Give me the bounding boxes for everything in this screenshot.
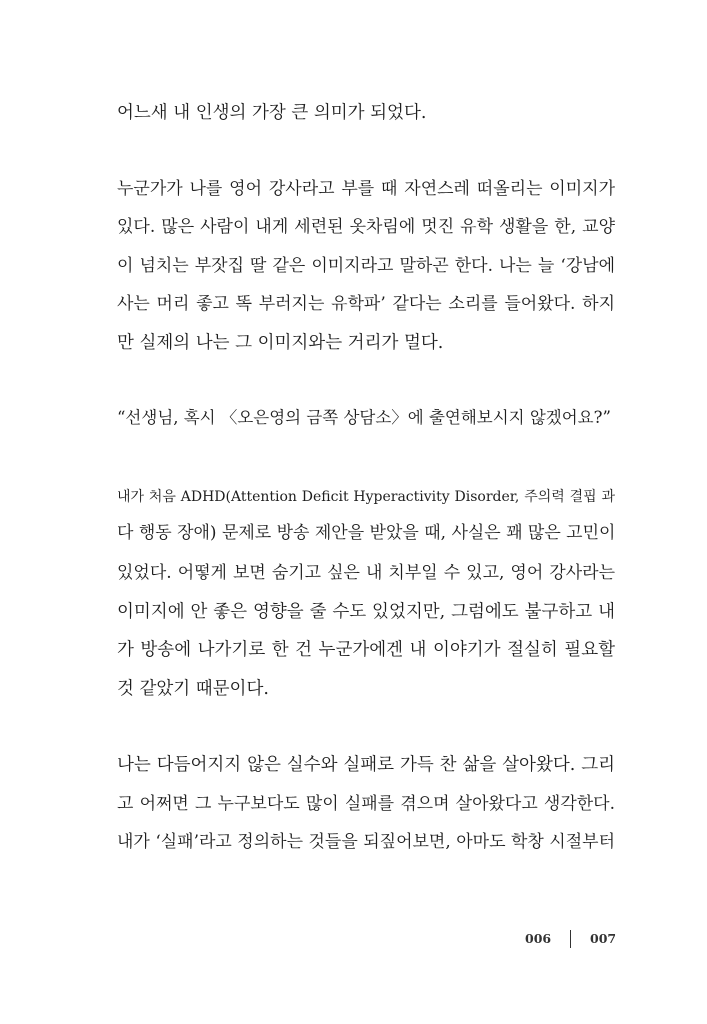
text-line: 있었다. 어떻게 보면 숨기고 싶은 내 치부일 수 있고, 영어 강사라는 [117, 563, 615, 583]
quote-line: “선생님, 혹시 〈오은영의 금쪽 상담소〉에 출연해보시지 않겠어요?” [117, 408, 611, 427]
text-line: 있다. 많은 사람이 내게 세련된 옷차림에 멋진 유학 생활을 한, 교양 [117, 217, 615, 237]
text-line: 나는 다듬어지지 않은 실수와 실패로 가득 찬 삶을 살아왔다. 그리 [117, 755, 615, 775]
text-line: 가 방송에 나가기로 한 건 누군가에겐 내 이야기가 절실히 필요할 [117, 640, 615, 660]
page-number-left: 006 [525, 931, 552, 946]
text-line: 만 실제의 나는 그 이미지와는 거리가 멀다. [117, 333, 444, 353]
text-line: 이미지에 안 좋은 영향을 줄 수도 있었지만, 그럼에도 불구하고 내 [117, 602, 615, 622]
text-line: 것 같았기 때문이다. [117, 679, 269, 699]
folio-divider [570, 930, 571, 948]
text-line: 어느새 내 인생의 가장 큰 의미가 되었다. [117, 103, 427, 123]
text-line: 내가 ‘실패’라고 정의하는 것들을 되짚어보면, 아마도 학창 시절부터 [117, 832, 615, 852]
text-line: 이 넘치는 부잣집 딸 같은 이미지라고 말하곤 한다. 나는 늘 ‘강남에 [117, 256, 615, 276]
page-number-right: 007 [590, 931, 617, 946]
text-line: 누군가가 나를 영어 강사라고 부를 때 자연스레 떠올리는 이미지가 [117, 179, 615, 199]
text-line: 내가 처음 ADHD(Attention Deficit Hyperactivity Disorder, 주의력 결핍 과 [117, 489, 615, 505]
text-line: 다 행동 장애) 문제로 방송 제안을 받았을 때, 사실은 꽤 많은 고민이 [117, 523, 616, 543]
text-line: 사는 머리 좋고 똑 부러지는 유학파’ 같다는 소리를 들어왔다. 하지 [117, 294, 615, 314]
text-line: 고 어쩌면 그 누구보다도 많이 실패를 겪으며 살아왔다고 생각한다. [117, 794, 615, 814]
